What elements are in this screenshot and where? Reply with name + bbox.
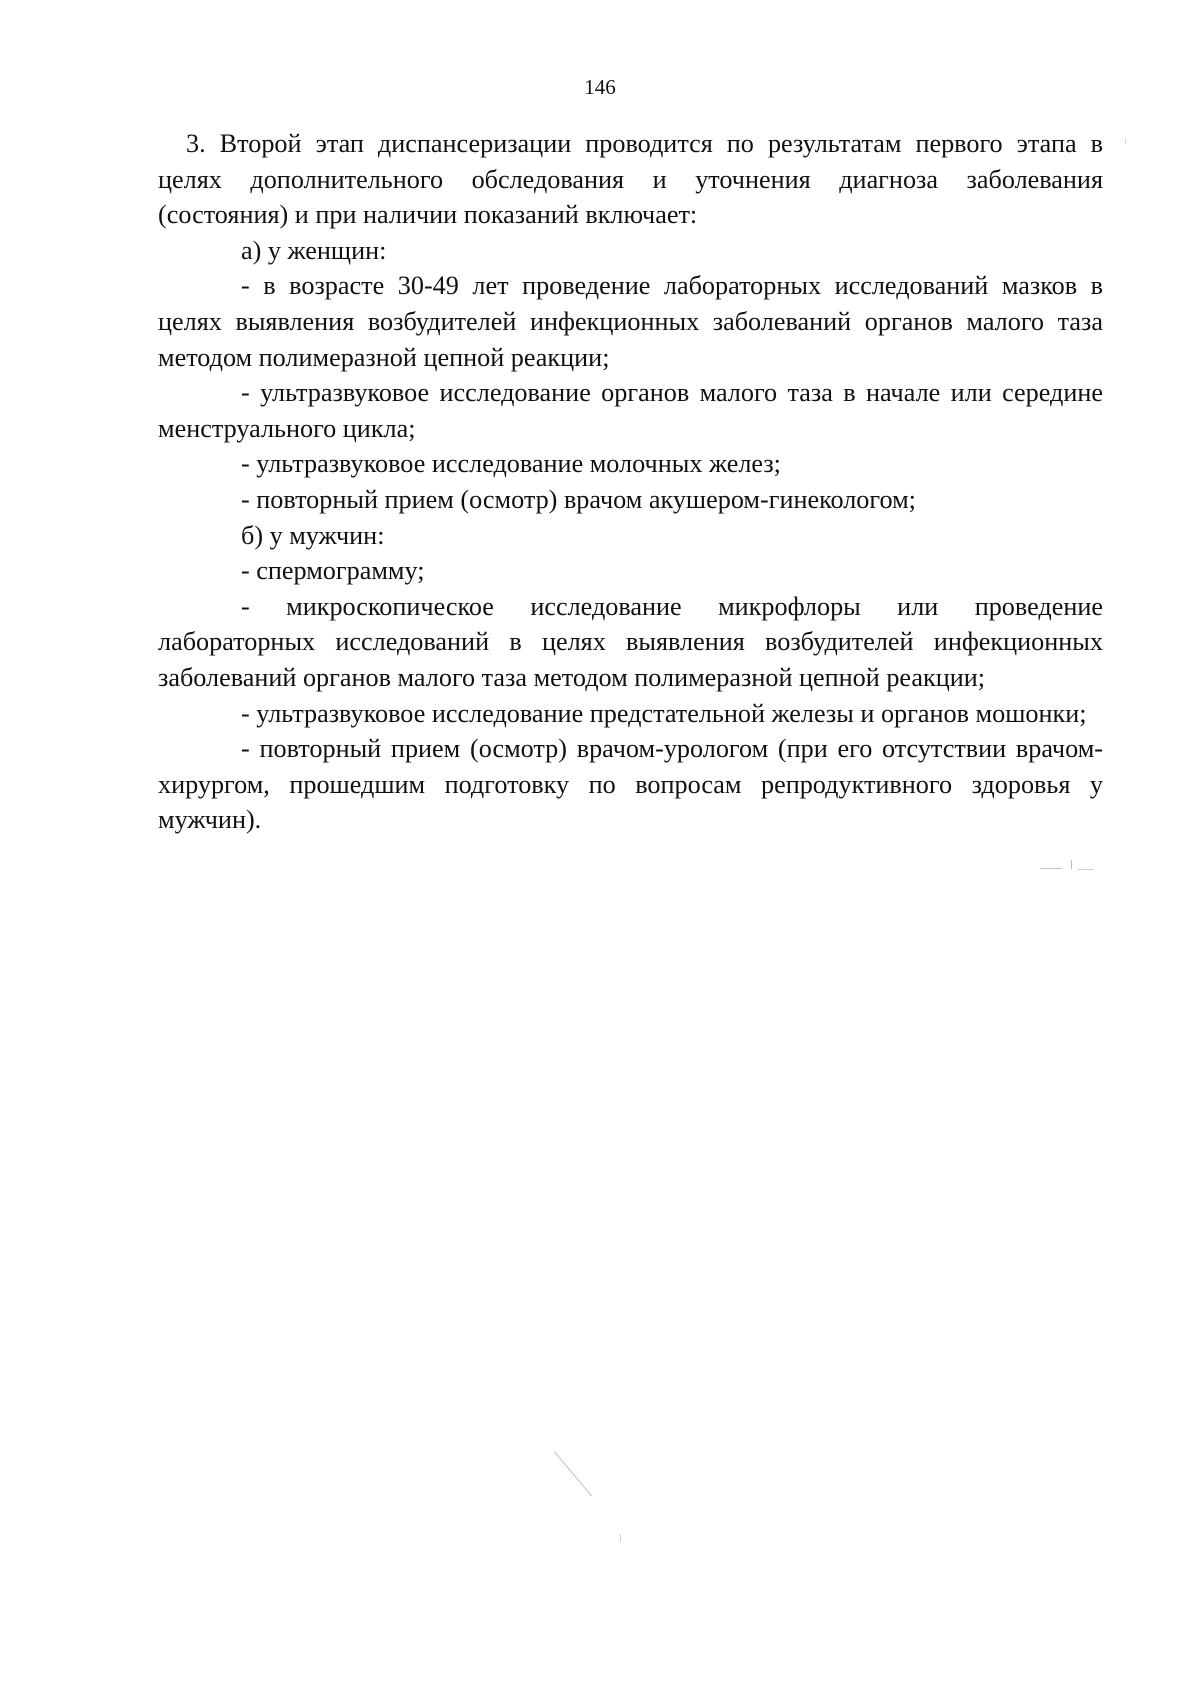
paragraph-women-breast-ultrasound: - ультразвуковое исследование молочных желез; [241, 449, 781, 479]
scan-artifact-mark [1040, 868, 1062, 869]
paragraph-men-urologist-visit: - повторный прием (осмотр) врачом-урологом (при его отсутствии врачом-хирургом, прошедшим подготовку по вопросам репродуктивного здоровья у мужчин). [158, 734, 1103, 835]
paragraph-men-spermogram: - спермограмму; [241, 556, 425, 586]
scan-artifact-mark [620, 1534, 621, 1542]
paragraph-second-stage-intro: 3. Второй этап диспансеризации проводится по результатам первого этапа в целях дополнительного обследования и уточнения диагноза заболевания (состояния) и при наличии показаний включает: [158, 129, 1103, 230]
paragraph-women-gynecologist-visit: - повторный прием (осмотр) врачом акушером-гинекологом; [241, 484, 916, 514]
paragraph-women-pelvic-ultrasound: - ультразвуковое исследование органов малого таза в начале или середине менструального цикла; [158, 378, 1103, 443]
paragraph-men-microflora: - микроскопическое исследование микрофлоры или проведение лабораторных исследований в целях выявления возбудителей инфекционных заболеваний органов малого таза методом полимеразной цепной реакции; [158, 591, 1103, 692]
scan-artifact-mark [1125, 138, 1126, 144]
paragraph-women-heading: а) у женщин: [241, 235, 387, 265]
document-body [158, 126, 1103, 838]
scan-artifact-mark [554, 1451, 592, 1496]
paragraph-men-prostate-ultrasound: - ультразвуковое исследование предстательной железы и органов мошонки; [241, 698, 1087, 728]
page-number: 146 [584, 75, 616, 99]
paragraph-women-lab-smears: - в возрасте 30-49 лет проведение лабораторных исследований мазков в целях выявления возбудителей инфекционных заболеваний органов малого таза методом полимеразной цепной реакции; [158, 271, 1103, 372]
scan-artifact-mark [1071, 860, 1072, 869]
scan-artifact-mark [1078, 869, 1094, 870]
paragraph-men-heading: б) у мужчин: [241, 520, 385, 550]
